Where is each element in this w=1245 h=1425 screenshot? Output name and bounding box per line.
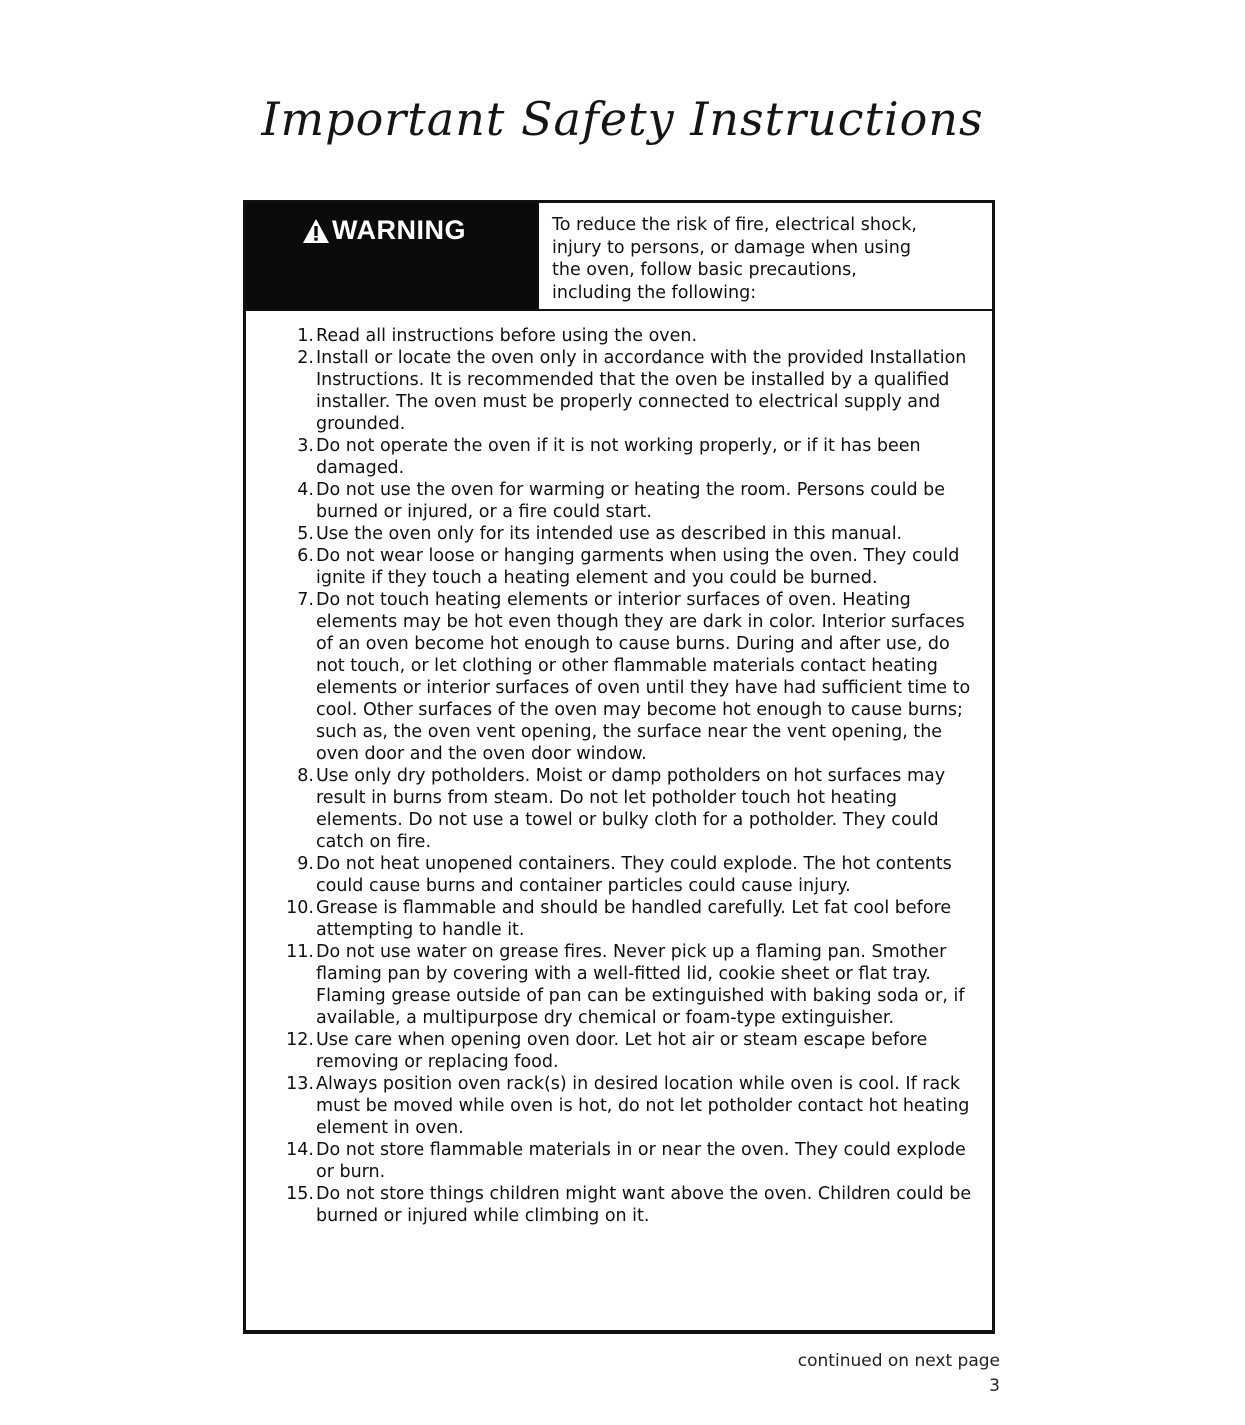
instruction-item	[246, 1183, 992, 1227]
warning-label: WARNING	[332, 215, 466, 245]
instruction-text: Use the oven only for its intended use as described in this manual.	[316, 524, 903, 544]
instruction-number: 4.	[297, 480, 314, 500]
instruction-number: 15.	[286, 1184, 314, 1204]
warning-line: injury to persons, or damage when using	[552, 237, 911, 258]
instruction-text: Do not store flammable materials in or near the oven. They could explode or burn.	[316, 1140, 966, 1182]
instruction-text: Do not touch heating elements or interior surfaces of oven. Heating elements may be hot even though they are dark in color. Interior surfaces of an oven become hot enough to cause burns. During and after use, do not touch, or let clothing or other flammable materials contact heating elements or interior surfaces of oven until they have had sufficient time to cool. Other surfaces of the oven may become hot enough to cause burns; such as, the oven vent opening, the surface near the vent opening, the oven door and the oven door window.	[316, 590, 971, 764]
instruction-number: 7.	[297, 590, 314, 610]
instruction-item	[246, 897, 992, 941]
instruction-number: 6.	[297, 546, 314, 566]
instruction-number: 13.	[286, 1074, 314, 1094]
warning-triangle-icon	[302, 218, 330, 244]
warning-header	[246, 203, 992, 311]
warning-line: To reduce the risk of fire, electrical shock,	[552, 215, 917, 235]
instruction-number: 8.	[297, 766, 314, 786]
instruction-item	[246, 1073, 992, 1139]
instruction-text: Grease is flammable and should be handled carefully. Let fat cool before attempting to handle it.	[316, 898, 952, 940]
instruction-number: 9.	[297, 854, 314, 874]
instruction-item	[246, 589, 992, 765]
instruction-item	[246, 545, 992, 589]
page-number: 3	[989, 1376, 1000, 1396]
warning-message	[537, 203, 992, 309]
instruction-item	[246, 347, 992, 435]
instruction-number: 3.	[297, 436, 314, 456]
instruction-text: Use only dry potholders. Moist or damp potholders on hot surfaces may result in burns from steam. Do not let potholder touch hot heating elements. Do not use a towel or bulky cloth for a potholder. They could catch on fire.	[316, 766, 946, 852]
instruction-text: Do not heat unopened containers. They could explode. The hot contents could cause burns and container particles could cause injury.	[316, 854, 952, 896]
instruction-item	[246, 941, 992, 1029]
instruction-text: Always position oven rack(s) in desired location while oven is cool. If rack must be moved while oven is hot, do not let potholder contact hot heating element in oven.	[316, 1074, 970, 1138]
instruction-number: 11.	[286, 942, 314, 962]
instruction-item	[246, 435, 992, 479]
instruction-number: 10.	[286, 898, 314, 918]
instruction-text: Use care when opening oven door. Let hot air or steam escape before removing or replacing food.	[316, 1030, 928, 1072]
instruction-list	[246, 325, 992, 1227]
instruction-item	[246, 853, 992, 897]
warning-badge	[302, 215, 466, 246]
warning-panel	[246, 203, 537, 309]
warning-line: including the following:	[552, 282, 757, 303]
warning-line: the oven, follow basic precautions,	[552, 260, 857, 280]
page-title: Important Safety Instructions	[261, 92, 984, 146]
instruction-item	[246, 523, 992, 545]
instruction-text: Read all instructions before using the oven.	[316, 326, 698, 346]
instruction-text: Do not use the oven for warming or heating the room. Persons could be burned or injured, or a fire could start.	[316, 480, 946, 522]
instruction-item	[246, 325, 992, 347]
continued-on-next-page: continued on next page	[797, 1351, 1000, 1371]
instruction-number: 12.	[286, 1030, 314, 1050]
instruction-number: 2.	[297, 348, 314, 368]
instruction-item	[246, 479, 992, 523]
instruction-text: Do not store things children might want above the oven. Children could be burned or injured while climbing on it.	[316, 1184, 972, 1226]
instruction-number: 1.	[297, 326, 314, 346]
instruction-number: 14.	[286, 1140, 314, 1160]
instruction-item	[246, 1139, 992, 1183]
safety-instructions-box	[243, 200, 995, 1334]
instruction-text: Install or locate the oven only in accordance with the provided Installation Instructions. It is recommended that the oven be installed by a qualified installer. The oven must be properly connected to electrical supply and grounded.	[316, 348, 967, 434]
instruction-text: Do not wear loose or hanging garments when using the oven. They could ignite if they touch a heating element and you could be burned.	[316, 546, 960, 588]
instruction-number: 5.	[297, 524, 314, 544]
instruction-item	[246, 765, 992, 853]
instruction-item	[246, 1029, 992, 1073]
instruction-text: Do not operate the oven if it is not working properly, or if it has been damaged.	[316, 436, 921, 478]
instruction-text: Do not use water on grease fires. Never pick up a flaming pan. Smother flaming pan by covering with a well-fitted lid, cookie sheet or flat tray. Flaming grease outside of pan can be extinguished with baking soda or, if available, a multipurpose dry chemical or foam-type extinguisher.	[316, 942, 965, 1028]
